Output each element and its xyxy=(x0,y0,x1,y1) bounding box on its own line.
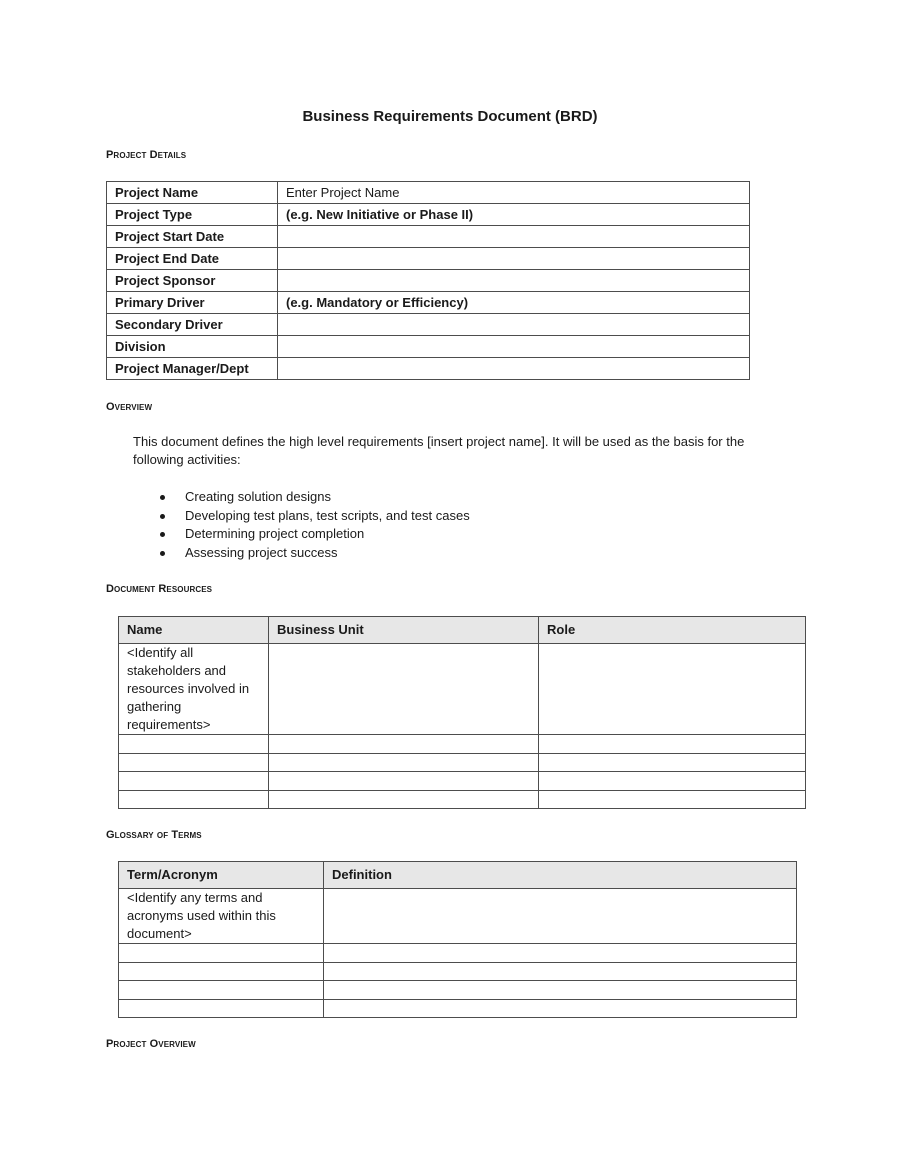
section-heading-glossary: Glossary of Terms xyxy=(106,829,202,841)
list-item xyxy=(160,525,470,544)
bullet-text: Assessing project success xyxy=(185,545,338,561)
table-row xyxy=(119,772,806,791)
glossary-term-cell[interactable]: <Identify any terms and acronyms used within this document> xyxy=(119,889,324,944)
resource-business-unit-cell[interactable] xyxy=(269,644,539,735)
table-row xyxy=(119,644,806,735)
glossary-definition-cell[interactable] xyxy=(324,889,797,944)
section-heading-document-resources: Document Resources xyxy=(106,583,213,595)
column-header-definition: Definition xyxy=(324,862,797,889)
project-detail-value[interactable]: (e.g. New Initiative or Phase II) xyxy=(278,204,750,226)
table-cell[interactable] xyxy=(269,790,539,809)
overview-paragraph: This document defines the high level requirements [insert project name]. It will be used as the basis for the following activities: xyxy=(133,434,745,467)
bullet-text: Determining project completion xyxy=(185,526,365,542)
project-detail-label: Project Manager/Dept xyxy=(107,358,278,380)
bullet-icon xyxy=(160,495,165,500)
table-cell[interactable] xyxy=(539,735,806,754)
resource-name-cell[interactable]: <Identify all stakeholders and resources involved in gathering requirements> xyxy=(119,644,269,735)
bullet-icon xyxy=(160,514,165,519)
project-detail-value[interactable] xyxy=(278,226,750,248)
bullet-text: Creating solution designs xyxy=(185,489,331,504)
table-cell[interactable] xyxy=(539,790,806,809)
list-item xyxy=(160,507,470,526)
section-heading-project-overview: Project Overview xyxy=(106,1038,196,1050)
project-detail-value[interactable]: Enter Project Name xyxy=(278,182,750,204)
project-detail-label: Secondary Driver xyxy=(107,314,278,336)
glossary-table xyxy=(118,861,797,1018)
table-cell[interactable] xyxy=(119,944,324,963)
project-detail-label: Division xyxy=(107,336,278,358)
project-detail-value[interactable] xyxy=(278,270,750,292)
table-row xyxy=(119,962,797,981)
table-header-row xyxy=(119,617,806,644)
table-cell[interactable] xyxy=(269,772,539,791)
project-detail-value[interactable] xyxy=(278,248,750,270)
table-row xyxy=(107,182,750,204)
section-heading-project-details: Project Details xyxy=(106,149,187,161)
table-cell[interactable] xyxy=(324,962,797,981)
document-resources-table xyxy=(118,616,806,809)
table-cell[interactable] xyxy=(324,981,797,1000)
project-detail-label: Project Start Date xyxy=(107,226,278,248)
table-row xyxy=(119,999,797,1018)
table-cell[interactable] xyxy=(119,790,269,809)
table-row xyxy=(107,292,750,314)
list-item xyxy=(160,544,470,563)
table-cell[interactable] xyxy=(119,999,324,1018)
project-detail-value[interactable] xyxy=(278,358,750,380)
table-cell[interactable] xyxy=(324,999,797,1018)
column-header-term: Term/Acronym xyxy=(119,862,324,889)
column-header-name: Name xyxy=(119,617,269,644)
table-cell[interactable] xyxy=(119,735,269,754)
column-header-business-unit: Business Unit xyxy=(269,617,539,644)
project-detail-value[interactable]: (e.g. Mandatory or Efficiency) xyxy=(278,292,750,314)
table-row xyxy=(107,270,750,292)
project-detail-value[interactable] xyxy=(278,314,750,336)
project-detail-label: Project End Date xyxy=(107,248,278,270)
project-detail-label: Project Type xyxy=(107,204,278,226)
table-cell[interactable] xyxy=(119,772,269,791)
table-cell[interactable] xyxy=(324,944,797,963)
table-cell[interactable] xyxy=(269,735,539,754)
table-row xyxy=(107,336,750,358)
table-row xyxy=(119,981,797,1000)
table-row xyxy=(107,204,750,226)
project-detail-label: Project Name xyxy=(107,182,278,204)
bullet-text: Developing test plans, test scripts, and test cases xyxy=(185,507,470,523)
table-row xyxy=(107,248,750,270)
table-cell[interactable] xyxy=(539,753,806,772)
table-row xyxy=(119,889,797,944)
table-cell[interactable] xyxy=(119,962,324,981)
table-cell[interactable] xyxy=(119,753,269,772)
table-row xyxy=(119,790,806,809)
section-heading-overview: Overview xyxy=(106,401,153,413)
table-row xyxy=(119,944,797,963)
table-row xyxy=(107,314,750,336)
table-row xyxy=(107,358,750,380)
resource-role-cell[interactable] xyxy=(539,644,806,735)
table-cell[interactable] xyxy=(119,981,324,1000)
bullet-icon xyxy=(160,532,165,537)
table-header-row xyxy=(119,862,797,889)
column-header-role: Role xyxy=(539,617,806,644)
project-detail-value[interactable] xyxy=(278,336,750,358)
document-title: Business Requirements Document (BRD) xyxy=(302,108,598,125)
project-details-table xyxy=(106,181,750,380)
list-item xyxy=(160,488,470,507)
bullet-icon xyxy=(160,551,165,556)
table-cell[interactable] xyxy=(269,753,539,772)
project-detail-label: Project Sponsor xyxy=(107,270,278,292)
project-detail-label: Primary Driver xyxy=(107,292,278,314)
overview-bullet-list xyxy=(160,488,470,563)
table-row xyxy=(119,735,806,754)
table-cell[interactable] xyxy=(539,772,806,791)
table-row xyxy=(119,753,806,772)
table-row xyxy=(107,226,750,248)
